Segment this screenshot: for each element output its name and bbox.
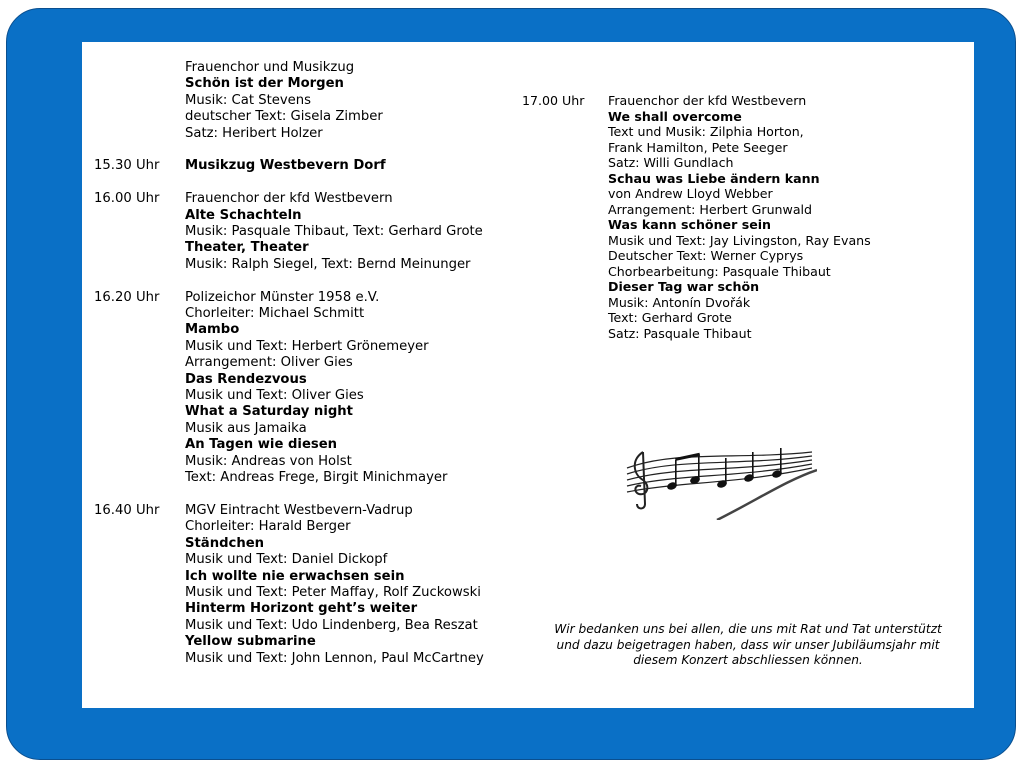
- song-title: Yellow submarine: [185, 634, 316, 650]
- entry-lines: [608, 93, 962, 341]
- entry-detail: Satz: Pasquale Thibaut: [608, 325, 752, 341]
- entry-spacer: [94, 273, 514, 289]
- entry-detail: Musik und Text: John Lennon, Paul McCartney: [185, 650, 484, 666]
- program-left-column: [94, 60, 514, 667]
- entry-detail: Frauenchor der kfd Westbevern: [185, 191, 393, 207]
- song-title: Hinterm Horizont geht’s weiter: [185, 601, 418, 617]
- song-title: Ich wollte nie erwachsen sein: [185, 568, 405, 584]
- program-entry: [94, 158, 514, 174]
- entry-lines: [185, 60, 514, 142]
- entry-detail: MGV Eintracht Westbevern-Vadrup: [185, 502, 413, 518]
- song-title: Schön ist der Morgen: [185, 76, 344, 92]
- entry-time: 16.40 Uhr: [94, 502, 160, 518]
- entry-detail: Musik: Ralph Siegel, Text: Bernd Meinunger: [185, 256, 471, 272]
- entry-detail: Chorbearbeitung: Pasquale Thibaut: [608, 263, 831, 279]
- entry-detail: Musik: Andreas von Holst: [185, 453, 352, 469]
- thank-you-line: diesem Konzert abschliessen können.: [633, 653, 863, 668]
- entry-detail: Musik: Cat Stevens: [185, 92, 311, 108]
- program-entry: [94, 503, 514, 667]
- entry-time: [94, 60, 185, 142]
- program-entry: [94, 60, 514, 142]
- entry-detail: deutscher Text: Gisela Zimber: [185, 109, 383, 125]
- entry-detail: Musik und Text: Jay Livingston, Ray Evans: [608, 232, 871, 248]
- entry-lines: [185, 503, 514, 667]
- program-right-column: [522, 93, 962, 341]
- entry-lines: [185, 290, 514, 487]
- song-title: Alte Schachteln: [185, 207, 302, 223]
- entry-time: 16.00 Uhr: [94, 191, 160, 207]
- entry-detail: Arrangement: Herbert Grunwald: [608, 201, 813, 217]
- entry-time: 17.00 Uhr: [522, 93, 585, 108]
- entry-detail: Frank Hamilton, Pete Seeger: [608, 139, 788, 155]
- song-title: What a Saturday night: [185, 404, 353, 420]
- thank-you-line: und dazu beigetragen haben, dass wir unser Jubiläumsjahr mit: [556, 637, 940, 652]
- entry-detail: Musik und Text: Oliver Gies: [185, 388, 364, 404]
- song-title: Dieser Tag war schön: [608, 279, 760, 294]
- song-title: Schau was Liebe ändern kann: [608, 170, 820, 186]
- entry-spacer: [94, 487, 514, 503]
- program-entry: [522, 93, 962, 341]
- program-entry: [94, 191, 514, 273]
- entry-detail: Musik und Text: Peter Maffay, Rolf Zuckowski: [185, 584, 481, 600]
- entry-lines: [185, 191, 514, 273]
- entry-detail: Musik und Text: Herbert Grönemeyer: [185, 338, 429, 354]
- song-title: An Tagen wie diesen: [185, 437, 338, 453]
- program-entry: [94, 290, 514, 487]
- entry-detail: Polizeichor Münster 1958 e.V.: [185, 289, 380, 305]
- music-notes-icon: [617, 440, 817, 520]
- song-title: Was kann schöner sein: [608, 217, 772, 232]
- song-title: Ständchen: [185, 535, 265, 551]
- entry-detail: Frauenchor und Musikzug: [185, 60, 355, 75]
- program-page: [82, 42, 974, 708]
- song-title: Mambo: [185, 322, 240, 338]
- entry-detail: Satz: Willi Gundlach: [608, 155, 734, 170]
- entry-detail: Text und Musik: Zilphia Horton,: [608, 124, 804, 139]
- entry-detail: Arrangement: Oliver Gies: [185, 355, 353, 371]
- entry-detail: Chorleiter: Michael Schmitt: [185, 306, 365, 322]
- entry-spacer: [94, 142, 514, 158]
- song-title: Theater, Theater: [185, 240, 309, 256]
- entry-detail: Musik aus Jamaika: [185, 420, 307, 436]
- entry-lines: [185, 158, 514, 174]
- entry-detail: Text: Andreas Frege, Birgit Minichmayer: [185, 470, 448, 486]
- entry-detail: Satz: Heribert Holzer: [185, 125, 323, 141]
- entry-detail: Musik: Pasquale Thibaut, Text: Gerhard Grote: [185, 224, 483, 240]
- entry-detail: Frauenchor der kfd Westbevern: [608, 93, 807, 108]
- song-title: Das Rendezvous: [185, 371, 307, 387]
- entry-detail: Deutscher Text: Werner Cyprys: [608, 248, 804, 263]
- thank-you-line: Wir bedanken uns bei allen, die uns mit Rat und Tat unterstützt: [554, 622, 942, 636]
- entry-detail: Text: Gerhard Grote: [608, 310, 732, 325]
- thank-you-note: [538, 622, 958, 669]
- entry-time: 16.20 Uhr: [94, 289, 160, 305]
- entry-spacer: [94, 175, 514, 191]
- entry-detail: von Andrew Lloyd Webber: [608, 186, 773, 201]
- song-title: Musikzug Westbevern Dorf: [185, 158, 386, 174]
- entry-detail: Musik und Text: Udo Lindenberg, Bea Reszat: [185, 617, 478, 633]
- song-title: We shall overcome: [608, 108, 742, 124]
- entry-detail: Musik und Text: Daniel Dickopf: [185, 552, 388, 568]
- entry-detail: Musik: Antonín Dvořák: [608, 294, 751, 310]
- entry-detail: Chorleiter: Harald Berger: [185, 519, 351, 535]
- entry-time: 15.30 Uhr: [94, 158, 160, 174]
